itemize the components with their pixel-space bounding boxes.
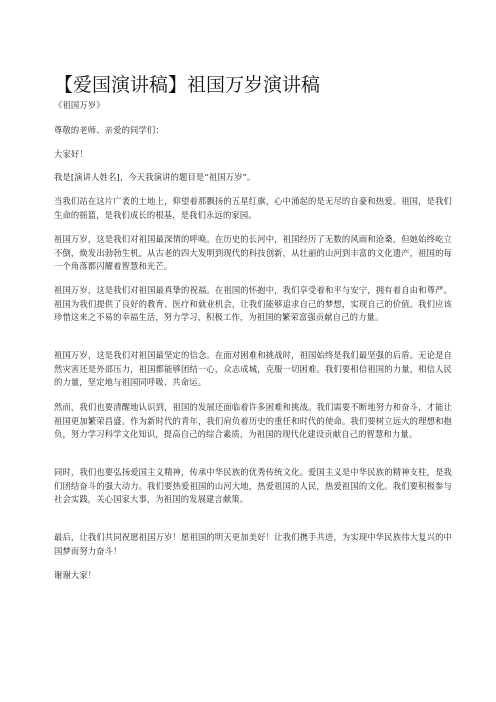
body-paragraph-2: 祖国万岁，这是我们对祖国最深情的呼唤。在历史的长河中，祖国经历了无数的风雨和沧桑，但她始终屹立不倒，焕发出勃勃生机。从古老的四大发明到现代的科技创新，从壮丽的山河到丰富的文化遗产，祖国的每一个角落都闪耀着智慧和光芒。 — [54, 234, 452, 271]
salutation-paragraph: 尊敬的老师、亲爱的同学们： — [54, 125, 164, 135]
body-paragraph-5: 然而，我们也要清醒地认识到，祖国的发展还面临着许多困难和挑战。我们需要不断地努力和奋斗，才能让祖国更加繁荣昌盛。作为新时代的青年，我们肩负着历史的重任和时代的使命。我们要树立远大的理想和抱负，努力学习科学文化知识，提高自己的综合素质，为祖国的现代化建设贡献自己的智慧和力量。 — [54, 402, 452, 439]
body-paragraph-4: 祖国万岁，这是我们对祖国最坚定的信念。在面对困难和挑战时，祖国始终是我们最坚强的后盾。无论是自然灾害还是外部压力，祖国都能够团结一心，众志成城，克服一切困难。我们要相信祖国的力量，相信人民的力量，坚定地与祖国同呼吸、共命运。 — [54, 350, 452, 387]
intro-paragraph: 我是[演讲人姓名]，今天我演讲的题目是“祖国万岁”。 — [54, 172, 256, 182]
document-title: 【爱国演讲稿】祖国万岁演讲稿 — [54, 73, 321, 96]
body-paragraph-6: 同时，我们也要弘扬爱国主义精神，传承中华民族的优秀传统文化。爱国主义是中华民族的精神支柱，是我们团结奋斗的强大动力。我们要热爱祖国的山河大地，热爱祖国的人民，热爱祖国的文化。我们要积极参与社会实践，关心国家大事，为祖国的发展建言献策。 — [54, 467, 452, 504]
closing-paragraph: 最后，让我们共同祝愿祖国万岁！愿祖国的明天更加美好！让我们携手共进，为实现中华民族伟大复兴的中国梦而努力奋斗！ — [54, 532, 452, 556]
thanks-paragraph: 谢谢大家！ — [54, 570, 97, 580]
body-paragraph-3: 祖国万岁，这是我们对祖国最真挚的祝福。在祖国的怀抱中，我们享受着和平与安宁，拥有着自由和尊严。祖国为我们提供了良好的教育、医疗和就业机会，让我们能够追求自己的梦想，实现自己的价值。我们应该珍惜这来之不易的幸福生活，努力学习，积极工作，为祖国的繁荣富强贡献自己的力量。 — [54, 285, 452, 322]
greeting-paragraph: 大家好！ — [54, 149, 88, 159]
body-paragraph-1: 当我们站在这片广袤的土地上，仰望着那飘扬的五星红旗，心中涌起的是无尽的自豪和热爱。祖国，是我们生命的摇篮，是我们成长的根基，是我们永远的家园。 — [54, 196, 452, 220]
speech-title-line: 《祖国万岁》 — [54, 100, 105, 110]
